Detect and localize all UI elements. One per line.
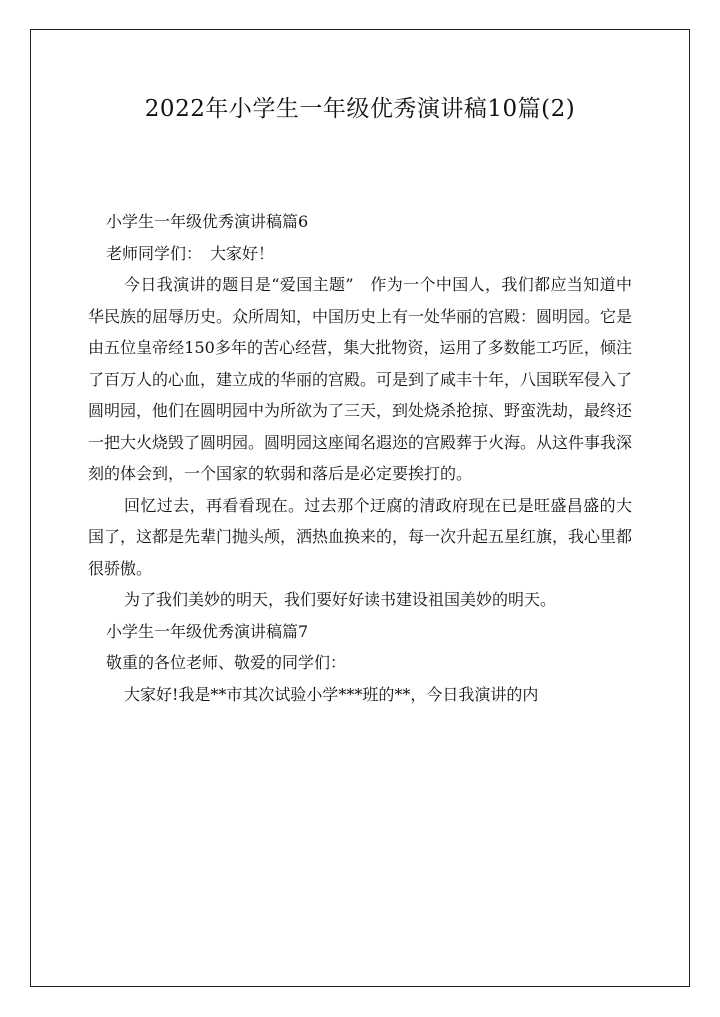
paragraph: 回忆过去，再看看现在。过去那个迂腐的清政府现在已是旺盛昌盛的大国了，这都是先辈门抛头颅，洒热血换来的，每一次升起五星红旗，我心里都很骄傲。	[88, 495, 633, 578]
document-title: 2022年小学生一年级优秀演讲稿10篇(2)	[144, 96, 576, 122]
document-body	[88, 206, 632, 710]
paragraph: 今日我演讲的题目是“爱国主题” 作为一个中国人，我们都应当知道中华民族的屈辱历史。众所周知，中国历史上有一处华丽的宫殿：圆明园。它是由五位皇帝经150多年的苦心经营，集大批物资，运用了多数能工巧匠，倾注了百万人的心血，建立成的华丽的宫殿。可是到了咸丰十年，八国联军侵入了圆明园，他们在圆明园中为所欲为了三天，到处烧杀抢掠、野蛮洗劫，最终还一把大火烧毁了圆明园。圆明园这座闻名遐迩的宫殿葬于火海。从这件事我深刻的体会到，一个国家的软弱和落后是必定要挨打的。	[88, 275, 633, 483]
section-greeting-6: 老师同学们： 大家好！	[106, 243, 275, 263]
paragraph: 为了我们美妙的明天，我们要好好读书建设祖国美妙的明天。	[124, 590, 557, 609]
section-heading-6: 小学生一年级优秀演讲稿篇6	[106, 212, 309, 231]
section-greeting-7: 敬重的各位老师、敬爱的同学们：	[106, 653, 347, 672]
section-heading-7: 小学生一年级优秀演讲稿篇7	[106, 621, 309, 641]
paragraph: 大家好!我是**市其次试验小学***班的**，今日我演讲的内	[124, 684, 539, 704]
